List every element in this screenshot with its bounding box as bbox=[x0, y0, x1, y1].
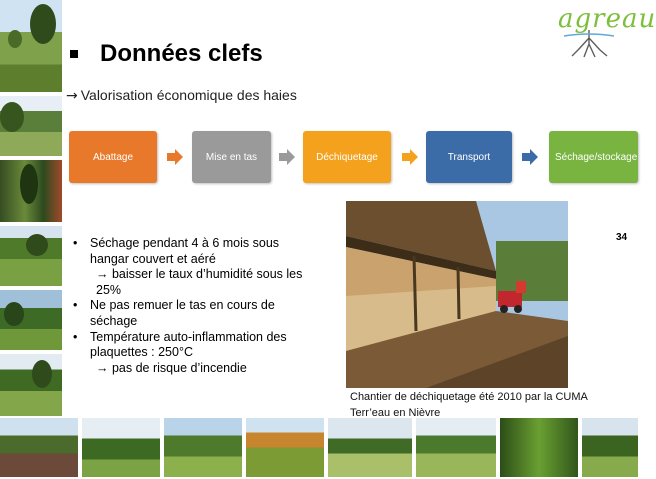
photo-caption: Chantier de déchiquetage été 2010 par la CUMA Terr’eau en Nièvre bbox=[350, 391, 588, 419]
flow-step-transport: Transport bbox=[426, 131, 512, 183]
flow-step-dechiquetage: Déchiquetage bbox=[303, 131, 391, 183]
title-bullet-icon bbox=[70, 50, 78, 58]
photo-forest-canopy bbox=[500, 418, 578, 477]
flow-arrow-icon bbox=[402, 149, 418, 165]
flow-step-abattage: Abattage bbox=[69, 131, 157, 183]
list-item-subtext: → baisser le taux d’humidité sous les 25% bbox=[96, 267, 303, 297]
agreau-logo bbox=[546, 4, 656, 58]
flow-step-sechage-stockage: Séchage/stockage bbox=[549, 131, 638, 183]
photo-hedge-lane bbox=[164, 418, 242, 477]
logo-text: agreau bbox=[558, 4, 656, 34]
photo-hedge-row bbox=[328, 418, 412, 477]
photo-hedge-field bbox=[0, 0, 62, 92]
list-item-text: Température auto-inflammation des plaquettes : 250°C bbox=[90, 329, 287, 360]
flow-step-mise-en-tas: Mise en tas bbox=[192, 131, 271, 183]
photo-chipping-site bbox=[346, 201, 568, 388]
flow-arrow-icon bbox=[279, 149, 295, 165]
page-title: Données clefs bbox=[100, 40, 263, 67]
photo-group-field bbox=[0, 418, 78, 477]
photo-autumn-trees bbox=[246, 418, 324, 477]
list-item bbox=[68, 298, 313, 329]
left-photo-strip bbox=[0, 0, 64, 420]
list-item-subtext: → pas de risque d’incendie bbox=[96, 360, 247, 375]
subtitle-text: Valorisation économique des haies bbox=[80, 87, 297, 103]
list-item-text: Ne pas remuer le tas en cours de séchage bbox=[90, 298, 275, 328]
flow-arrow-icon bbox=[522, 149, 538, 165]
photo-tree-meadow bbox=[82, 418, 160, 477]
list-item bbox=[68, 236, 313, 298]
photo-hedge-machine bbox=[0, 290, 62, 350]
arrow-right-icon: → bbox=[66, 88, 78, 104]
photo-hedgerow-path bbox=[0, 96, 62, 156]
subtitle bbox=[66, 87, 297, 104]
flow-arrow-icon bbox=[167, 149, 183, 165]
list-item-text: Séchage pendant 4 à 6 mois sous hangar couvert et aéré bbox=[90, 236, 280, 266]
photo-fence-field bbox=[416, 418, 496, 477]
photo-hedge-meadow bbox=[0, 354, 62, 416]
photo-hedge-crops bbox=[0, 226, 62, 286]
list-item bbox=[68, 330, 313, 377]
key-facts-list bbox=[68, 236, 313, 376]
page-number: 34 bbox=[616, 232, 628, 243]
bottom-photo-strip bbox=[0, 418, 638, 479]
photo-hedge-pile bbox=[0, 160, 62, 222]
photo-hedge-landscape bbox=[582, 418, 638, 477]
roots-icon bbox=[564, 30, 614, 58]
